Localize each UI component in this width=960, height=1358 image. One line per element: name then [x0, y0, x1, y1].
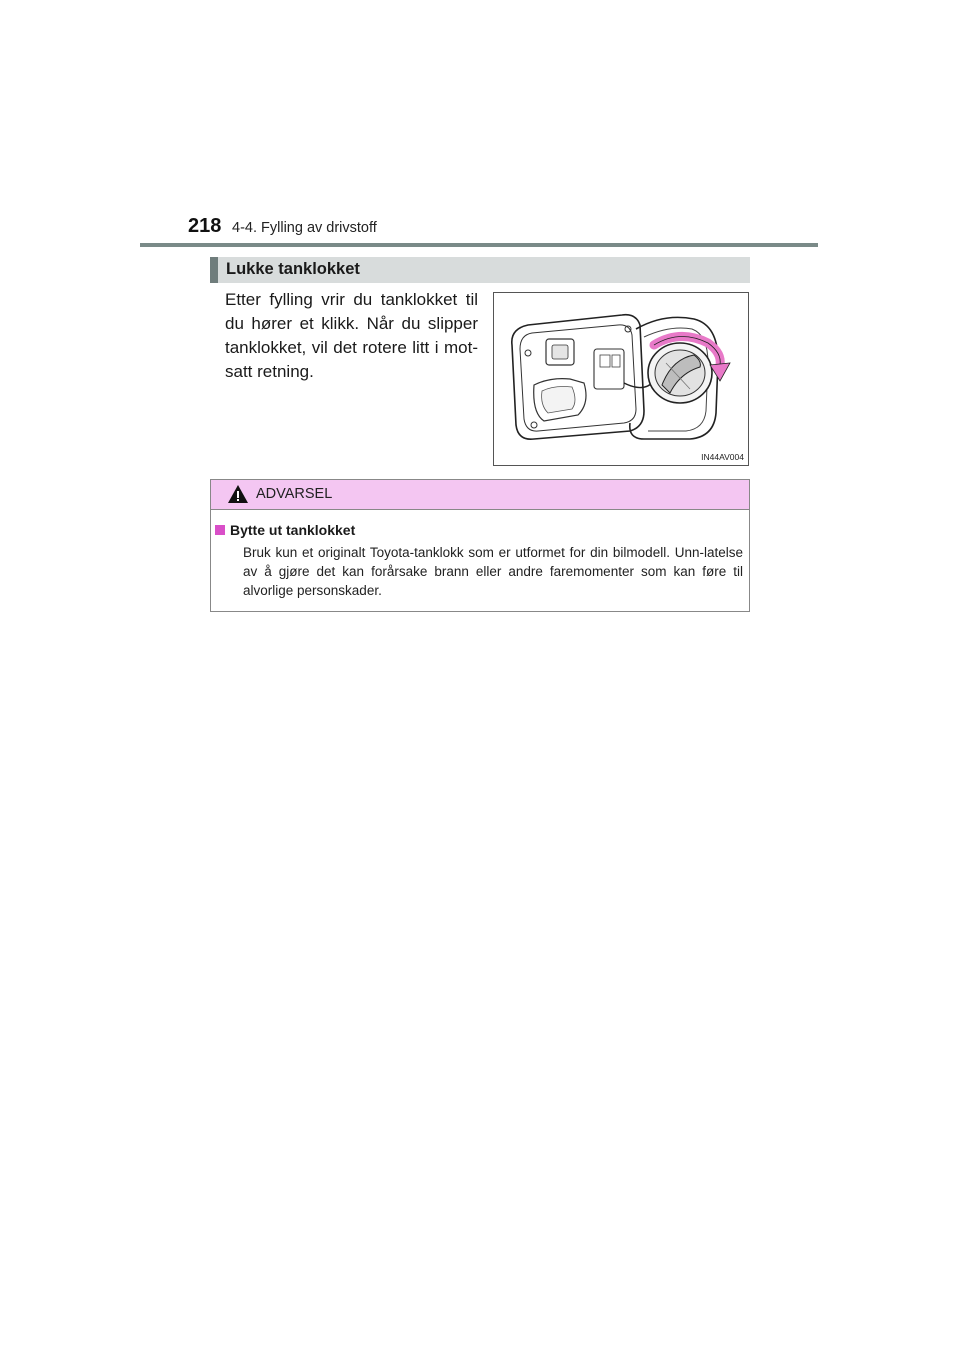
warning-item-text: Bruk kun et originalt Toyota-tanklokk som er utformet for din bilmodell. Unn-latelse av å gjøre det kan forårsake brann eller andre faremomenter som kan føre til alvorlige personskader.	[243, 545, 743, 598]
warning-item-title: Bytte ut tanklokket	[230, 522, 356, 538]
header-rule	[140, 243, 818, 247]
fuel-door-drawing	[494, 293, 748, 465]
figure-code: IN44AV004	[701, 452, 744, 462]
warning-triangle-icon	[227, 484, 249, 509]
section-marker	[210, 257, 218, 283]
warning-item-heading	[215, 522, 355, 538]
warning-header	[211, 480, 749, 510]
section-heading-bar	[210, 257, 750, 283]
section-title: Lukke tanklokket	[226, 260, 360, 278]
chapter-title: 4-4. Fylling av drivstoff	[232, 220, 377, 236]
warning-box	[210, 479, 750, 612]
warning-title: ADVARSEL	[256, 486, 333, 502]
square-bullet-icon	[215, 525, 225, 535]
section-body-text: Etter fylling vrir du tanklokket til du hører et klikk. Når du slipper tanklokket, vil det rotere litt i mot-satt retning.	[225, 290, 478, 381]
fuel-cap-illustration	[493, 292, 749, 466]
page-number: 218	[188, 215, 222, 237]
